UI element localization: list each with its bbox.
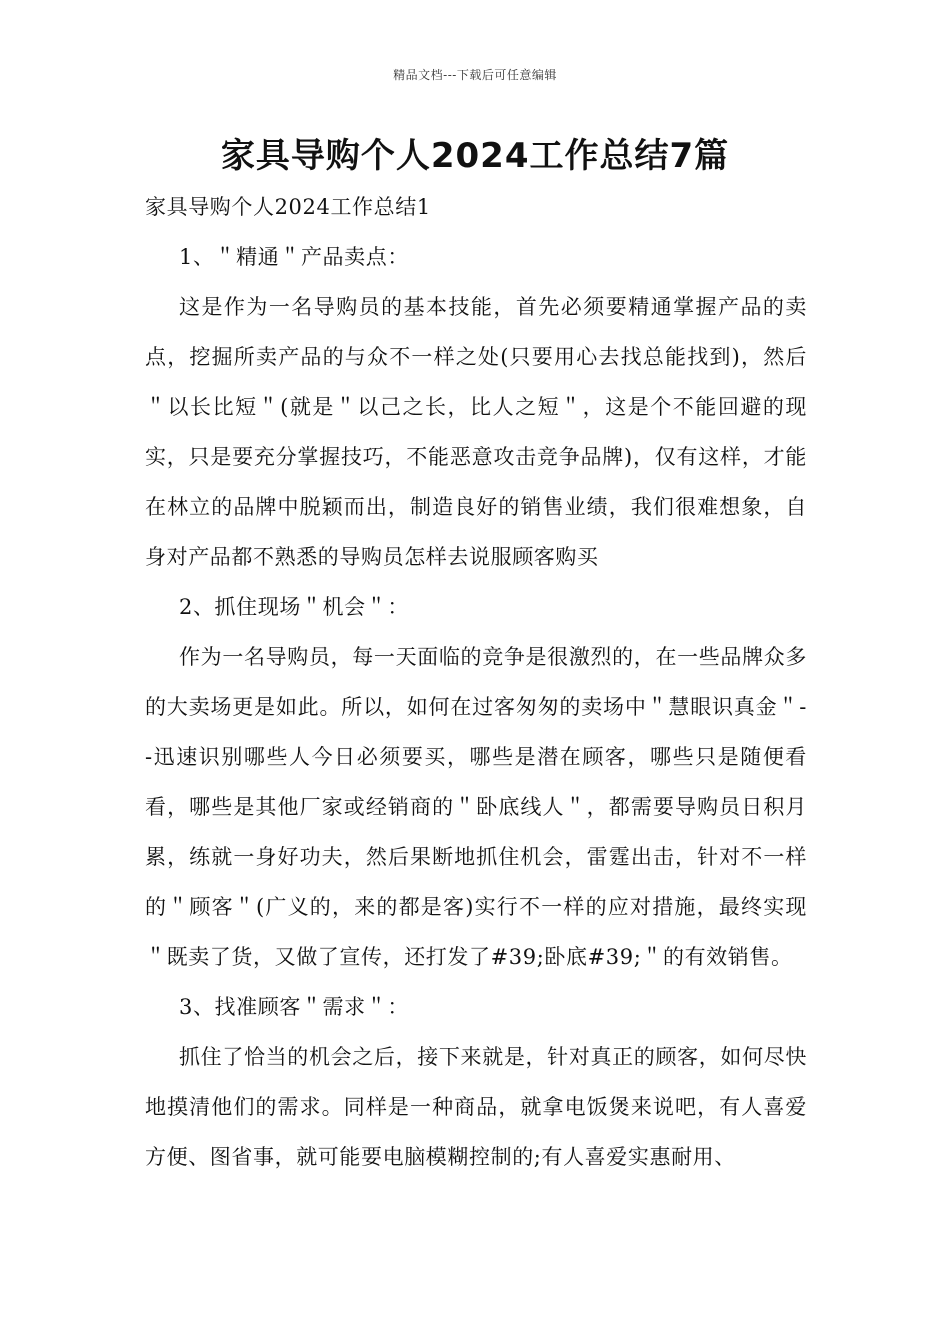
section-paragraph-3: 抓住了恰当的机会之后，接下来就是，针对真正的顾客，如何尽快地摸清他们的需求。同样是一种商品，就拿电饭煲来说吧，有人喜爱方便、图省事，就可能要电脑模糊控制的;有人喜爱实惠耐用、 xyxy=(145,1045,807,1169)
section-paragraph-2: 作为一名导购员，每一天面临的竞争是很激烈的，在一些品牌众多的大卖场更是如此。所以，如何在过客匆匆的卖场中＂慧眼识真金＂--迅速识别哪些人今日必须要买，哪些是潜在顾客，哪些只是随便看看，哪些是其他厂家或经销商的＂卧底线人＂，都需要导购员日积月累，练就一身好功夫，然后果断地抓住机会，雷霆出击，针对不一样的＂顾客＂(广义的，来的都是客)实行不一样的应对措施，最终实现＂既卖了货，又做了宣传，还打发了#39;卧底#39;＂的有效销售。 xyxy=(145,645,807,969)
document-body xyxy=(145,182,807,1182)
header-note: 精品文档---下载后可任意编辑 xyxy=(393,68,557,82)
section-heading-3: 3、找准顾客＂需求＂： xyxy=(179,995,409,1019)
section-paragraph-1: 这是作为一名导购员的基本技能，首先必须要精通掌握产品的卖点，挖掘所卖产品的与众不一样之处(只要用心去找总能找到)，然后＂以长比短＂(就是＂以己之长，比人之短＂，这是个不能回避的现实，只是要充分掌握技巧，不能恶意攻击竞争品牌)，仅有这样，才能在林立的品牌中脱颖而出，制造良好的销售业绩，我们很难想象，自身对产品都不熟悉的导购员怎样去说服顾客购买 xyxy=(145,295,807,569)
document-title: 家具导购个人2024工作总结7篇 xyxy=(220,136,730,176)
section-heading-2: 2、抓住现场＂机会＂： xyxy=(179,595,409,619)
section-heading-1: 1、＂精通＂产品卖点： xyxy=(179,245,409,269)
section-subtitle: 家具导购个人2024工作总结1 xyxy=(145,195,431,219)
